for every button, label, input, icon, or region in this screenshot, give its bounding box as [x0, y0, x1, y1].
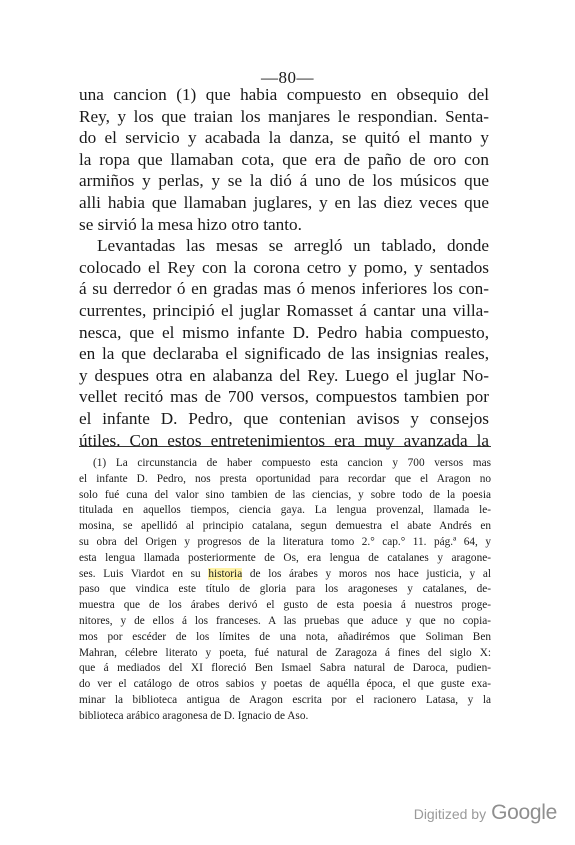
footnote-text-after-highlight: de los árabes y moros nos hace justicia, y al — [242, 567, 491, 580]
main-text-line: nesca, que el mismo infante D. Pedro habia compuesto, — [79, 322, 489, 342]
footnote-line: el infante D. Pedro, nos presta oportunidad para recordar que el Aragon no — [79, 472, 491, 485]
footnote — [79, 456, 491, 725]
footnote-divider — [79, 446, 491, 447]
main-text-line: Rey, y los que traian los manjares le respondian. Senta- — [79, 106, 489, 126]
footnote-line-highlighted — [79, 567, 491, 583]
footnote-line: nitores, y de ellos á los franceses. A las pruebas que aduce y que no copia- — [79, 614, 491, 627]
main-text-line: útiles. Con estos entretenimientos era muy avanzada la — [79, 430, 489, 450]
main-text-line: en la que declaraba el significado de las insignias reales, — [79, 344, 489, 364]
main-text-line: la ropa que llamaban cota, que era de paño de oro con — [79, 149, 489, 169]
main-text-line: á su derredor ó en gradas mas ó menos inferiores los con- — [79, 279, 489, 299]
footnote-line: biblioteca arábico aragonesa de D. Ignacio de Aso. — [79, 709, 309, 722]
footnote-line: su obra del Origen y progresos de la literatura tomo 2.° cap.° 11. pág.ª 64, y — [79, 535, 491, 548]
main-text-line: una cancion (1) que habia compuesto en obsequio del — [79, 85, 489, 104]
footnote-text-before-highlight: ses. Luis Viardot en su — [79, 567, 209, 580]
main-text-line: el infante D. Pedro, que contenian avisos y consejos — [79, 408, 489, 428]
main-text-line: se sirvió la mesa hizo otro tanto. — [79, 214, 302, 234]
main-text-line: Levantadas las mesas se arregló un tablado, donde — [97, 236, 489, 256]
main-text-line: currentes, principió el juglar Romasset á cantar una villa- — [79, 300, 489, 320]
main-text-line: colocado el Rey con la corona cetro y pomo, y sentados — [79, 257, 489, 277]
digitized-watermark — [414, 801, 557, 825]
footnote-line: do ver el catálogo de otros sabios y poetas de aquélla época, el que guste exa- — [79, 678, 491, 691]
footnote-line: minar la biblioteca antigua de Aragon escrita por el racionero Latasa, y la — [79, 693, 491, 706]
footnote-line: titulada en aquellos tiempos, ciencia gaya. La lengua provenzal, llamada le- — [79, 504, 491, 517]
footnote-line: paso que vindica este título de gloria para los aragoneses y catalanes, de- — [79, 583, 491, 596]
watermark-prefix: Digitized by — [413, 806, 487, 822]
footnote-line: mos por escéder de los límites de una nota, añadirémos que Soliman Ben — [79, 630, 491, 643]
highlighted-word: historia — [208, 567, 243, 580]
main-text-line: vellet recitó mas de 700 versos, compuestos tambien por — [79, 387, 489, 407]
footnote-line: esta lengua llamada posteriormente de Os, era lengua de catalanes y aragone- — [79, 551, 491, 564]
main-text-line: y despues otra en alabanza del Rey. Luego el juglar No- — [79, 365, 489, 385]
footnote-line: (1) La circunstancia de haber compuesto esta cancion y 700 versos mas — [93, 457, 491, 469]
google-logo: Google — [491, 801, 557, 824]
footnote-line: mosina, se apellidó al principio catalana, segun demuestra el abate Andrés en — [79, 520, 491, 533]
footnote-line: Mahran, célebre literato y poeta, fué natural de Zaragoza á fines del siglo X: — [79, 646, 491, 659]
main-text-line: armiños y perlas, y se la dió á uno de los músicos que — [79, 171, 489, 191]
main-text — [79, 84, 489, 451]
page-number: —80— — [261, 68, 314, 87]
footnote-line: que á mediados del XI floreció Ben Ismael Sabra natural de Daroca, pudien- — [79, 662, 491, 675]
main-text-line: alli habia que llamaban juglares, y en las diez veces que — [79, 192, 489, 212]
footnote-line: solo fué cuna del valor sino tambien de las ciencias, y sobre todo de la poesia — [79, 488, 491, 501]
main-text-line: do el servicio y acabada la danza, se quitó el manto y — [79, 128, 489, 148]
footnote-line: muestra que de los árabes derivó el gusto de esta poesia á nuestros proge- — [79, 599, 491, 612]
